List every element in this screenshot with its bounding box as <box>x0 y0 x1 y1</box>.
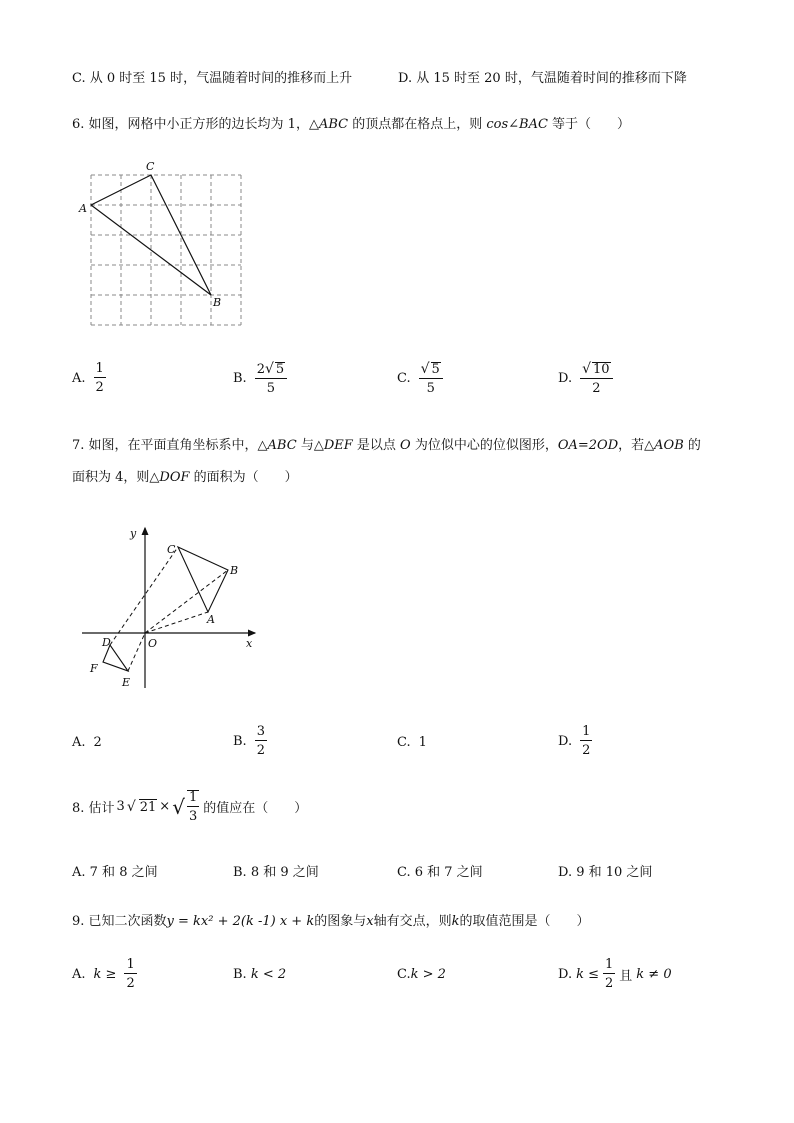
q7-option-a: A. 2 <box>72 735 102 750</box>
q6-stem: 6. 如图，网格中小正方形的边长均为 1，△ABC 的顶点都在格点上，则 cos∠BAC 等于（ ） <box>72 117 631 132</box>
q6-option-d: D. $\frac{√ 10}{2}$ <box>558 362 613 395</box>
q8-stem: 8. 估计 3 √ 21 × √ $\frac{1}{3}$ 的值应在（ ） <box>72 790 308 824</box>
fraction: $\frac{1}{2}$ <box>582 724 591 758</box>
q8-option-c: C. 6 和 7 之间 <box>397 865 483 880</box>
q9-option-b: B. k < 2 <box>233 967 287 982</box>
q8-option-d: D. 9 和 10 之间 <box>558 865 653 880</box>
q6-cos: cos∠BAC <box>486 117 548 132</box>
q5-option-d: D. 从 15 时至 20 时，气温随着时间的推移而下降 <box>398 71 687 86</box>
q8-option-a: A. 7 和 8 之间 <box>72 865 158 880</box>
q6-grid-figure <box>70 155 260 335</box>
q7-label-d: D <box>102 636 111 649</box>
q6-triangle: △ABC <box>308 117 349 132</box>
fraction: $\frac{1}{3}$ <box>188 790 198 824</box>
q7-option-d: D. $\frac{1}{2}$ <box>558 724 591 758</box>
q7-label-o: O <box>148 637 158 650</box>
fraction: $\frac{√ 10}{2}$ <box>580 362 612 395</box>
q7-stem-line2: 面积为 4，则△DOF 的面积为（ ） <box>72 470 298 485</box>
q7-option-c: C. 1 <box>397 735 427 750</box>
q6-option-b: B. $\frac{2√ 5}{5}$ <box>233 362 287 395</box>
q7-label-f: F <box>90 662 98 675</box>
fraction: $\frac{2√ 5}{5}$ <box>255 362 287 395</box>
q6-option-a: A. $\frac{1}{2}$ <box>72 361 104 395</box>
q8-option-b: B. 8 和 9 之间 <box>233 865 319 880</box>
fraction: $\frac{1}{2}$ <box>605 957 614 991</box>
q7-label-a: A <box>207 613 215 626</box>
q5-option-c: C. 从 0 时至 15 时，气温随着时间的推移而上升 <box>72 71 353 86</box>
q7-label-e: E <box>122 676 131 689</box>
q6-label-c: C <box>146 160 155 173</box>
q6-option-c: C. $\frac{√ 5}{5}$ <box>397 362 443 395</box>
q7-coordinate-figure <box>75 520 265 695</box>
q7-label-x: x <box>246 637 253 650</box>
q6-label-a: A <box>79 202 87 215</box>
q9-option-c: C.k > 2 <box>397 967 446 982</box>
q9-stem: 9. 已知二次函数y = kx² + 2(k -1) x + k的图象与x轴有交点，则k的取值范围是（ ） <box>72 914 590 929</box>
fraction: $\frac{√ 5}{5}$ <box>419 362 443 395</box>
fraction: $\frac{3}{2}$ <box>256 724 265 758</box>
fraction: $\frac{1}{2}$ <box>95 361 104 395</box>
q7-label-b: B <box>230 564 239 577</box>
q9-option-a: A. k ≥ $\frac{1}{2}$ <box>72 957 135 991</box>
q9-expression: y = kx² + 2(k -1) x + k <box>166 914 315 929</box>
q7-option-b: B. $\frac{3}{2}$ <box>233 724 265 758</box>
q7-stem-line1: 7. 如图，在平面直角坐标系中，△ABC 与△DEF 是以点 O 为位似中心的位似图形，OA=2OD，若△AOB 的 <box>72 438 701 453</box>
q6-label-b: B <box>213 296 222 309</box>
fraction: $\frac{1}{2}$ <box>126 957 135 991</box>
q9-option-d: D. k ≤ $\frac{1}{2}$ 且 k ≠ 0 <box>558 957 672 991</box>
q7-label-y: y <box>130 527 137 540</box>
q7-label-c: C <box>167 543 176 556</box>
